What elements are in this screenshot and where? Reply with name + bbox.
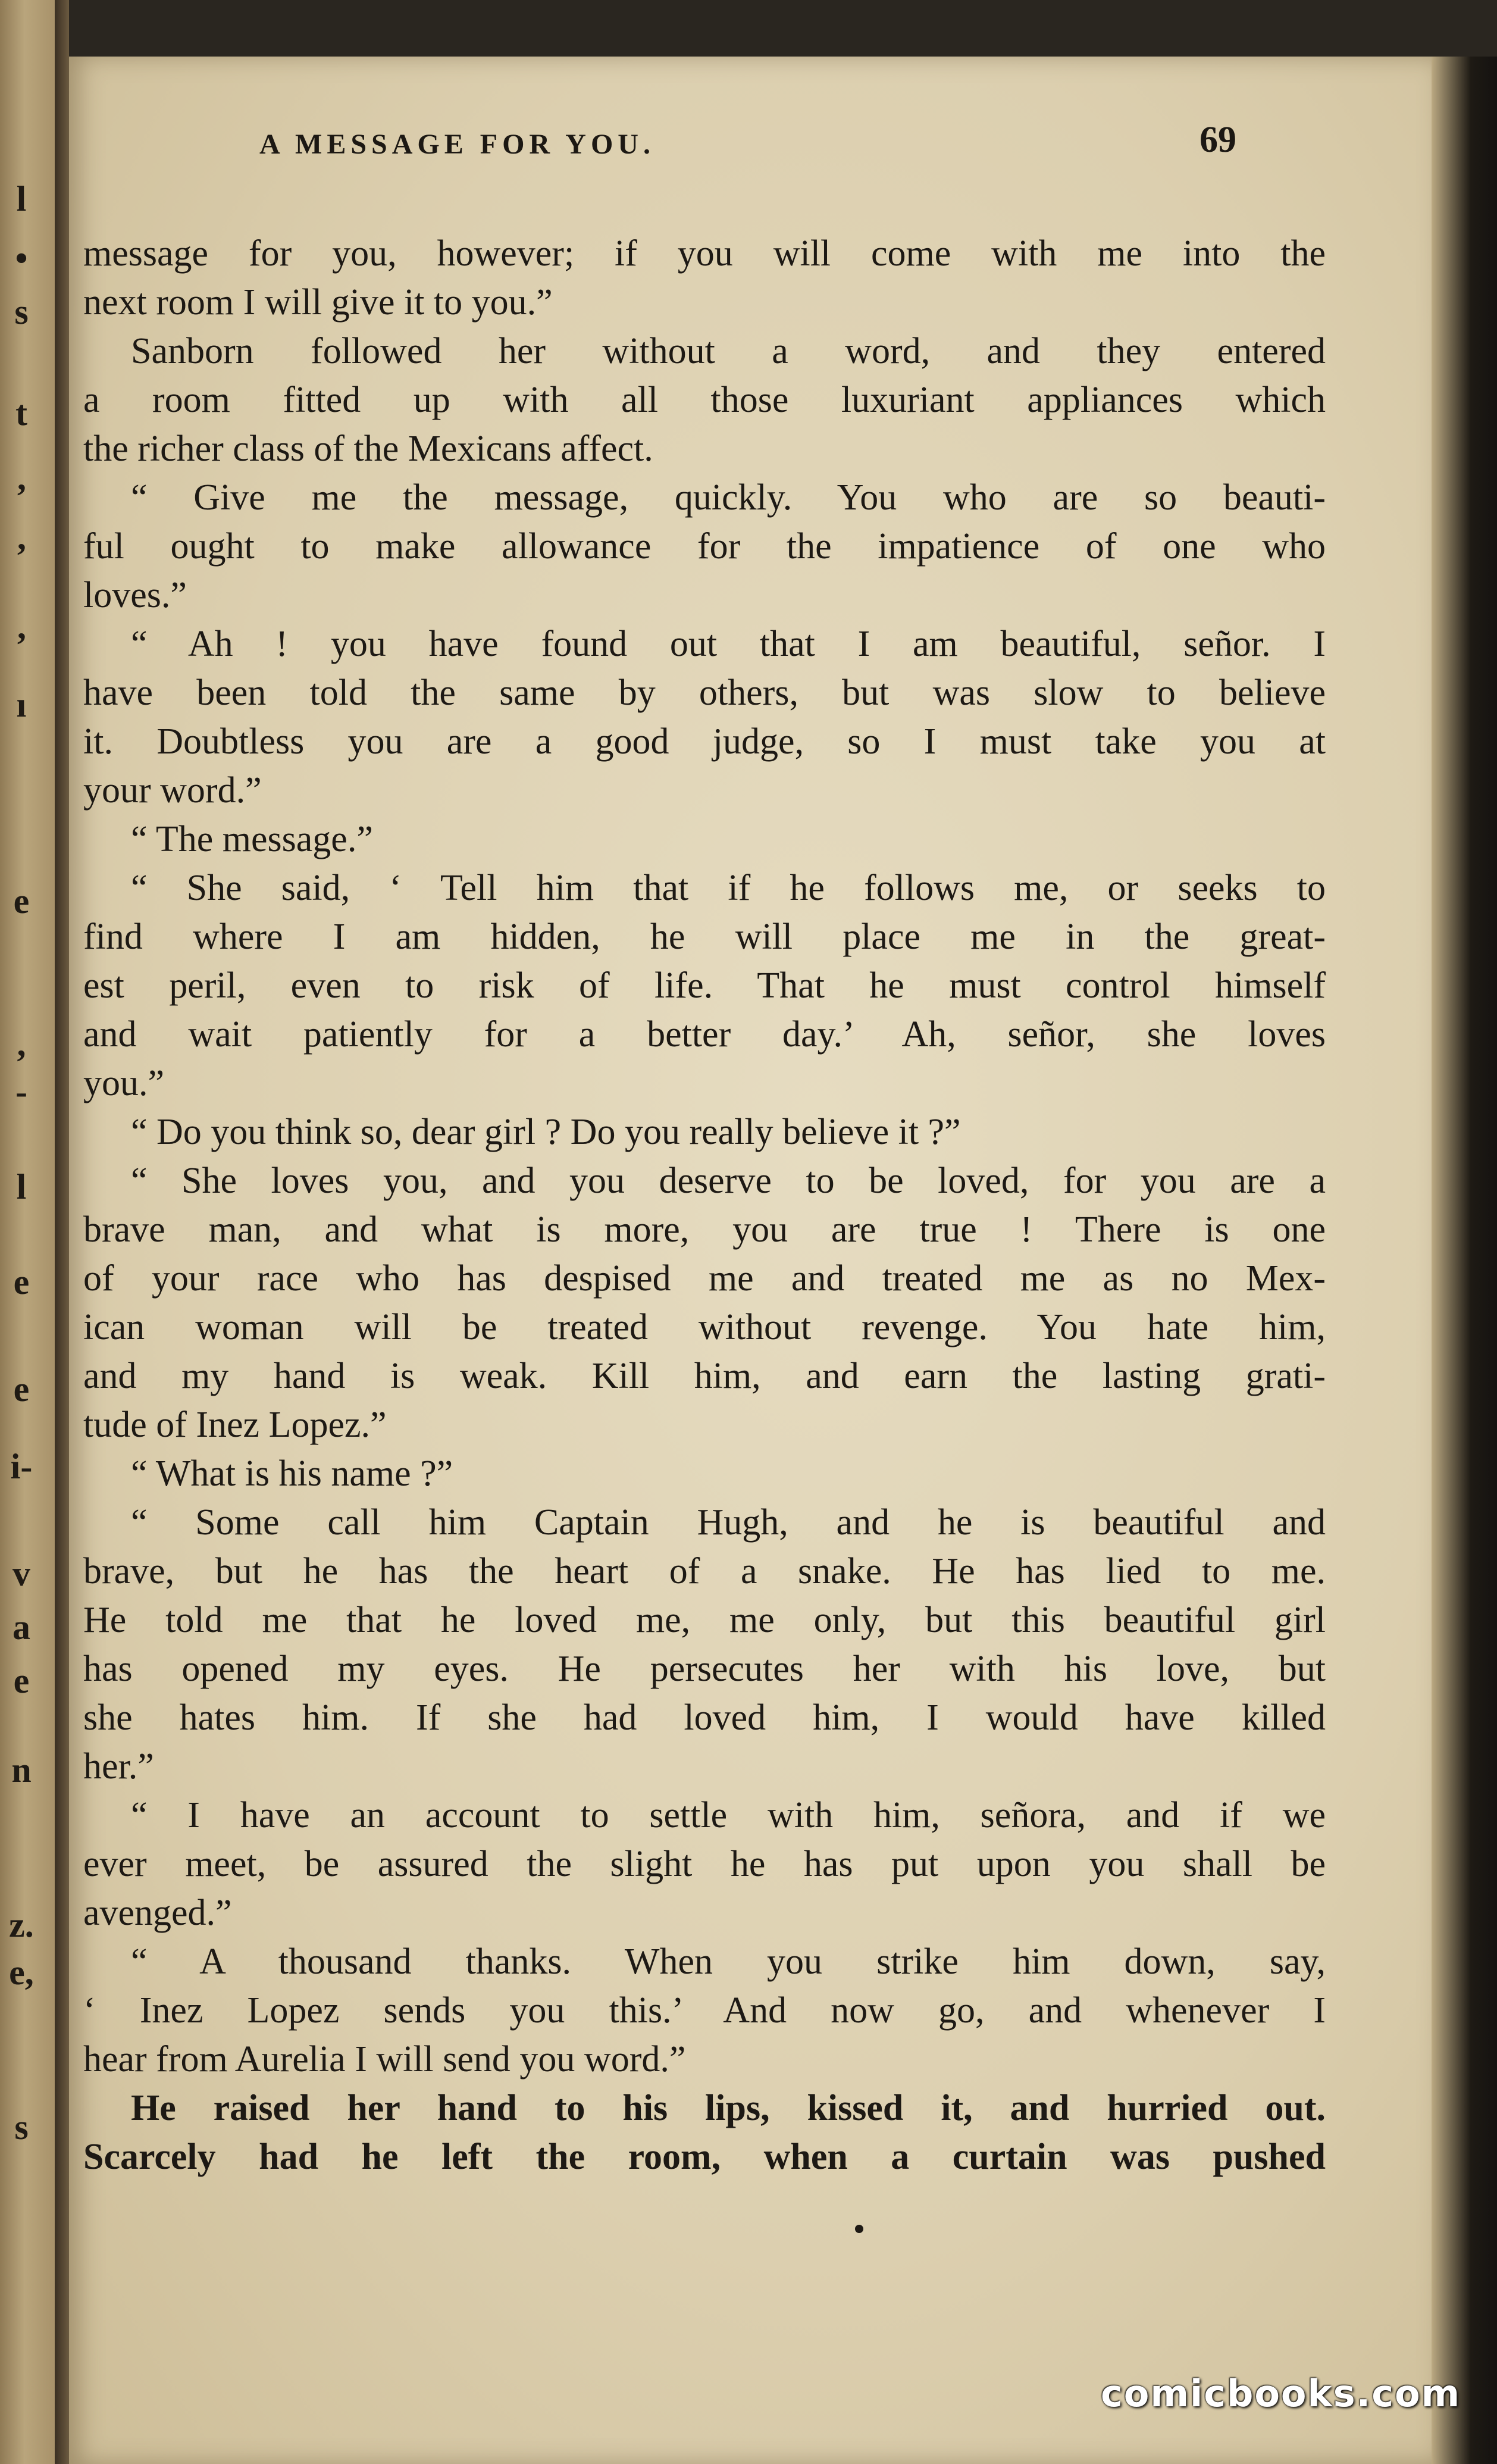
text-line: “ The message.” (131, 819, 373, 859)
margin-char: i- (10, 1447, 33, 1486)
margin-char: ʼ (15, 536, 27, 576)
text-line: brave man, and what is more, you are true ! There is one (83, 1209, 1326, 1250)
margin-char: s (14, 292, 29, 332)
book-page (69, 57, 1432, 2464)
printer-mark (855, 2225, 863, 2233)
text-line: of your race who has despised me and treated me as no Mex- (83, 1258, 1326, 1299)
text-line: find where I am hidden, he will place me in the great- (83, 917, 1326, 957)
text-line: she hates him. If she had loved him, I would have killed (83, 1697, 1326, 1738)
text-line: tude of Inez Lopez.” (83, 1405, 387, 1445)
watermark: comicbooks.com (1101, 2372, 1461, 2415)
text-line: and my hand is weak. Kill him, and earn the lasting grati- (83, 1356, 1326, 1396)
book-gutter (55, 0, 69, 2464)
margin-char: v (12, 1554, 30, 1593)
running-head: A MESSAGE FOR YOU. (259, 129, 655, 160)
text-line: est peril, even to risk of life. That he must control himself (83, 965, 1326, 1006)
text-line: loves.” (83, 575, 187, 615)
margin-char: e (13, 1262, 30, 1302)
adjacent-page-strip (0, 0, 55, 2464)
text-line: “ Ah ! you have found out that I am beautiful, señor. I (131, 624, 1326, 664)
text-line: “ Some call him Captain Hugh, and he is beautiful and (131, 1502, 1326, 1543)
text-line: your word.” (83, 770, 262, 811)
text-line: ever meet, be assured the slight he has put upon you shall be (83, 1844, 1326, 1884)
text-line: a room fitted up with all those luxuriant appliances which (83, 380, 1326, 420)
text-line: ful ought to make allowance for the impatience of one who (83, 526, 1326, 567)
text-line: “ What is his name ?” (131, 1453, 453, 1494)
margin-char: - (15, 1072, 27, 1111)
margin-char: l (16, 1167, 27, 1206)
margin-char: e (13, 1661, 30, 1700)
margin-char: n (11, 1750, 32, 1790)
text-line: brave, but he has the heart of a snake. He has lied to me. (83, 1551, 1326, 1591)
margin-char: e (13, 881, 30, 921)
text-line: Sanborn followed her without a word, and they entered (131, 331, 1326, 371)
text-line: “ She said, ‘ Tell him that if he follows me, or seeks to (131, 868, 1326, 908)
page-number: 69 (1200, 120, 1236, 160)
margin-char: l (16, 179, 27, 218)
text-line: hear from Aurelia I will send you word.” (83, 2039, 686, 2080)
body-text (83, 229, 1326, 2181)
page-edge-shadow (1432, 57, 1497, 2464)
text-line: ican woman will be treated without revenge. You hate him, (83, 1307, 1326, 1347)
text-line: He told me that he loved me, me only, but this beautiful girl (83, 1600, 1326, 1640)
margin-char: • (15, 239, 28, 278)
text-line: “ I have an account to settle with him, señora, and if we (131, 1795, 1326, 1836)
text-line: and wait patiently for a better day.’ Ah, señor, she loves (83, 1014, 1326, 1055)
text-line: “ She loves you, and you deserve to be loved, for you are a (131, 1161, 1326, 1201)
text-line: have been told the same by others, but was slow to believe (83, 673, 1326, 713)
margin-char: e, (9, 1953, 34, 1992)
text-line: “ Give me the message, quickly. You who are so beauti- (131, 477, 1326, 518)
text-line: next room I will give it to you.” (83, 282, 553, 323)
text-line: Scarcely had he left the room, when a curtain was pushed (83, 2137, 1326, 2177)
text-line: ‘ Inez Lopez sends you this.’ And now go, and whenever I (83, 1990, 1326, 2031)
margin-char: ı (16, 685, 27, 724)
margin-char: s (14, 2107, 29, 2147)
margin-char: ’ (15, 477, 27, 516)
margin-char: ’ (15, 626, 27, 665)
text-line: has opened my eyes. He persecutes her with his love, but (83, 1649, 1326, 1689)
margin-char: a (12, 1608, 30, 1647)
text-line: the richer class of the Mexicans affect. (83, 429, 653, 469)
margin-char: , (17, 1024, 26, 1064)
text-line: her.” (83, 1746, 154, 1787)
text-line: you.” (83, 1063, 165, 1103)
text-line: He raised her hand to his lips, kissed it, and hurried out. (131, 2088, 1326, 2128)
text-line: “ Do you think so, dear girl ? Do you really believe it ?” (131, 1112, 961, 1152)
margin-char: t (15, 393, 27, 433)
margin-char: z. (9, 1905, 34, 1944)
text-line: “ A thousand thanks. When you strike him down, say, (131, 1941, 1326, 1982)
text-line: message for you, however; if you will come with me into the (83, 233, 1326, 274)
margin-char: e (13, 1369, 30, 1409)
text-line: avenged.” (83, 1893, 232, 1933)
text-line: it. Doubtless you are a good judge, so I must take you at (83, 721, 1326, 762)
